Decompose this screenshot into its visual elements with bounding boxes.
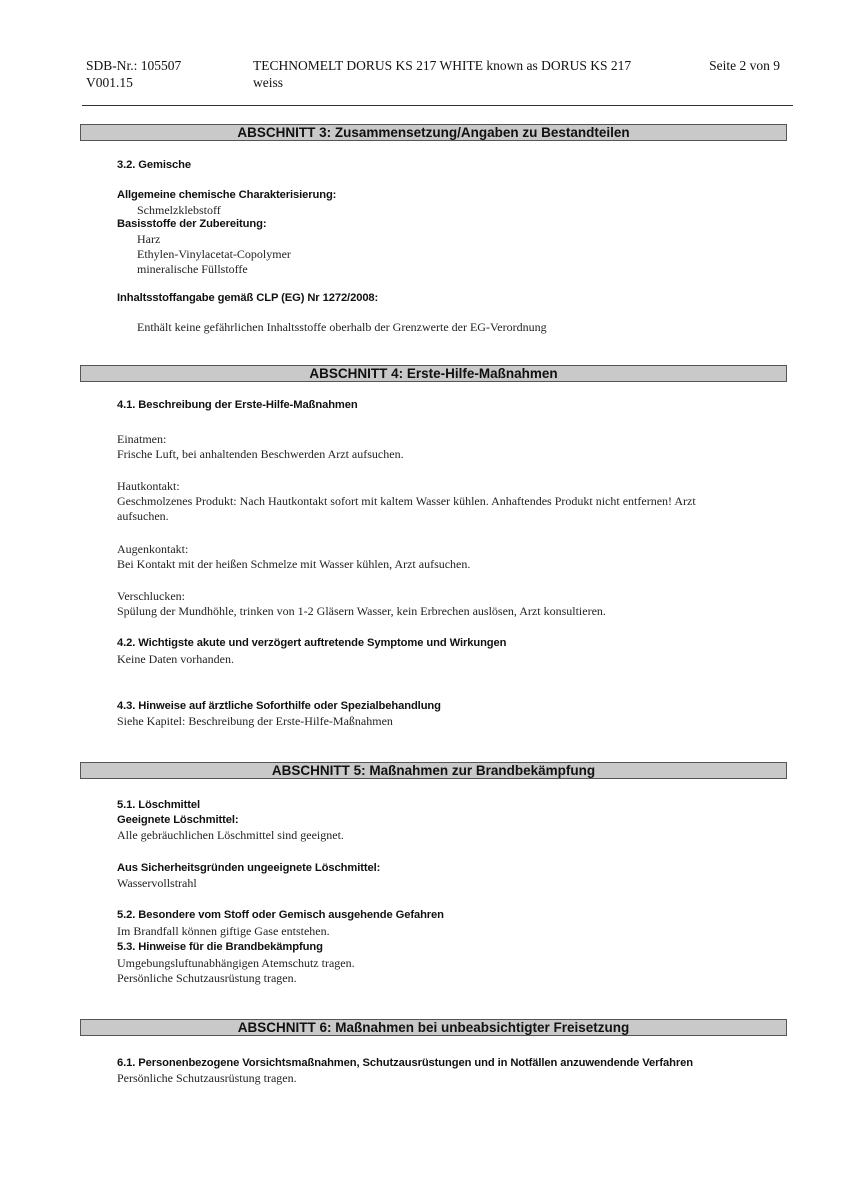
base-substance-item: mineralische Füllstoffe [137, 262, 248, 276]
clp-ingredients-label: Inhaltsstoffangabe gemäß CLP (EG) Nr 1272/2008: [117, 292, 379, 304]
subsection-5-3-title: 5.3. Hinweise für die Brandbekämpfung [117, 941, 323, 953]
subsection-4-3-value: Siehe Kapitel: Beschreibung der Erste-Hilfe-Maßnahmen [117, 714, 393, 728]
suitable-extinguishing-label: Geeignete Löschmittel: [117, 814, 239, 826]
subsection-5-3-value-line-2: Persönliche Schutzausrüstung tragen. [117, 971, 297, 985]
subsection-5-2-title: 5.2. Besondere vom Stoff oder Gemisch ausgehende Gefahren [117, 909, 444, 921]
unsuitable-extinguishing-label: Aus Sicherheitsgründen ungeeignete Löschmittel: [117, 862, 381, 874]
subsection-5-2-value: Im Brandfall können giftige Gase entstehen. [117, 924, 330, 938]
eye-contact-value: Bei Kontakt mit der heißen Schmelze mit Wasser kühlen, Arzt aufsuchen. [117, 557, 471, 571]
header-divider [82, 105, 793, 106]
base-substance-item: Harz [137, 232, 161, 246]
eye-contact-label: Augenkontakt: [117, 542, 189, 556]
section-4-heading: ABSCHNITT 4: Erste-Hilfe-Maßnahmen [80, 365, 787, 382]
skin-contact-value-line-1: Geschmolzenes Produkt: Nach Hautkontakt sofort mit kaltem Wasser kühlen. Anhaftendes Produkt nicht entfernen! Arzt [117, 494, 696, 508]
chemical-characterization-value: Schmelzklebstoff [137, 203, 221, 217]
version-number: V001.15 [86, 75, 133, 90]
sdb-number: SDB-Nr.: 105507 [86, 58, 182, 73]
inhalation-value: Frische Luft, bei anhaltenden Beschwerden Arzt aufsuchen. [117, 447, 404, 461]
section-5-heading: ABSCHNITT 5: Maßnahmen zur Brandbekämpfung [80, 762, 787, 779]
skin-contact-value-line-2: aufsuchen. [117, 509, 169, 523]
page-header [86, 57, 792, 97]
chemical-characterization-label: Allgemeine chemische Charakterisierung: [117, 189, 337, 201]
section-3-heading: ABSCHNITT 3: Zusammensetzung/Angaben zu Bestandteilen [80, 124, 787, 141]
base-substance-item: Ethylen-Vinylacetat-Copolymer [137, 247, 291, 261]
header-doc-id [86, 57, 246, 91]
section-6-heading: ABSCHNITT 6: Maßnahmen bei unbeabsichtigter Freisetzung [80, 1019, 787, 1036]
inhalation-label: Einatmen: [117, 432, 167, 446]
subsection-4-2-value: Keine Daten vorhanden. [117, 652, 234, 666]
ingestion-value: Spülung der Mundhöhle, trinken von 1-2 Gläsern Wasser, kein Erbrechen auslösen, Arzt konsultieren. [117, 604, 606, 618]
subsection-4-3-title: 4.3. Hinweise auf ärztliche Soforthilfe oder Spezialbehandlung [117, 700, 441, 712]
base-substances-label: Basisstoffe der Zubereitung: [117, 218, 267, 230]
skin-contact-label: Hautkontakt: [117, 479, 180, 493]
subsection-5-3-value-line-1: Umgebungsluftunabhängigen Atemschutz tragen. [117, 956, 355, 970]
clp-ingredients-value: Enthält keine gefährlichen Inhaltsstoffe oberhalb der Grenzwerte der EG-Verordnung [137, 320, 547, 334]
subsection-4-2-title: 4.2. Wichtigste akute und verzögert auftretende Symptome und Wirkungen [117, 637, 507, 649]
subsection-6-1-value: Persönliche Schutzausrüstung tragen. [117, 1071, 297, 1085]
subsection-4-1-title: 4.1. Beschreibung der Erste-Hilfe-Maßnahmen [117, 399, 358, 411]
subsection-5-1-title: 5.1. Löschmittel [117, 799, 200, 811]
subsection-6-1-title: 6.1. Personenbezogene Vorsichtsmaßnahmen, Schutzausrüstungen und in Notfällen anzuwendende Verfahren [117, 1057, 693, 1069]
header-product-name [253, 57, 673, 91]
suitable-extinguishing-value: Alle gebräuchlichen Löschmittel sind geeignet. [117, 828, 344, 842]
product-name-line-1: TECHNOMELT DORUS KS 217 WHITE known as DORUS KS 217 [253, 58, 632, 73]
unsuitable-extinguishing-value: Wasservollstrahl [117, 876, 197, 890]
ingestion-label: Verschlucken: [117, 589, 185, 603]
subsection-3-2-title: 3.2. Gemische [117, 159, 191, 171]
page-number: Seite 2 von 9 [709, 58, 780, 73]
product-name-line-2: weiss [253, 75, 283, 90]
